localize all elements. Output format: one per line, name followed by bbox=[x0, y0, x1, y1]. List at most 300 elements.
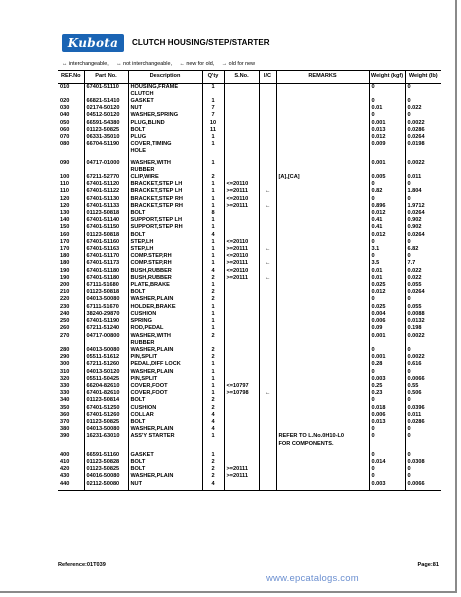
cell-weight-kgf: 0 bbox=[369, 347, 405, 354]
cell-interchange bbox=[259, 466, 276, 473]
cell-ref-no: 330 bbox=[60, 390, 70, 397]
cell-part-no: 67401-51260 bbox=[84, 412, 128, 419]
cell-ref-no: 210 bbox=[60, 289, 70, 296]
cell-weight-lb: 0.0066 bbox=[405, 481, 441, 491]
table-row bbox=[58, 390, 441, 397]
col-part-no: Part No. bbox=[84, 71, 128, 84]
cell-serial-no bbox=[224, 419, 259, 426]
table-row bbox=[58, 232, 441, 239]
table-row bbox=[58, 120, 441, 127]
cell-weight-kgf: 0 bbox=[369, 83, 405, 91]
cell-weight-kgf: 0.28 bbox=[369, 361, 405, 368]
cell-description: PEDAL,DIFF LOCK bbox=[128, 361, 202, 368]
cell-serial-no: <=20110 bbox=[224, 239, 259, 246]
cell-weight-lb: 0 bbox=[405, 433, 441, 440]
table-row bbox=[58, 452, 441, 459]
cell-serial-no bbox=[224, 127, 259, 134]
cell-weight-lb: 0.0286 bbox=[405, 127, 441, 134]
cell-quantity bbox=[202, 167, 224, 174]
cell-quantity: 4 bbox=[202, 232, 224, 239]
cell-description: WASHER,PLAIN bbox=[128, 426, 202, 433]
cell-weight-kgf bbox=[369, 441, 405, 448]
cell-serial-no bbox=[224, 426, 259, 433]
cell-quantity: 1 bbox=[202, 160, 224, 167]
table-row bbox=[58, 318, 441, 325]
cell-ref-no: 170 bbox=[60, 238, 70, 245]
cell-ref-no: 350 bbox=[60, 404, 70, 411]
cell-description: CUSHION bbox=[128, 405, 202, 412]
cell-part-no: 67401-51173 bbox=[84, 260, 128, 267]
cell-interchange bbox=[259, 160, 276, 167]
cell-description: BOLT bbox=[128, 232, 202, 239]
cell-part-no: 67111-51680 bbox=[84, 282, 128, 289]
cell-ref-no: 280 bbox=[60, 346, 70, 353]
cell-remarks bbox=[276, 141, 369, 148]
cell-weight-lb: 0 bbox=[405, 196, 441, 203]
cell-remarks bbox=[276, 481, 369, 491]
table-row bbox=[58, 217, 441, 224]
cell-weight-kgf: 0 bbox=[369, 181, 405, 188]
cell-weight-lb: 1.9712 bbox=[405, 203, 441, 210]
cell-ref-no: 010 bbox=[60, 83, 70, 90]
cell-weight-lb bbox=[405, 340, 441, 347]
cell-weight-lb: 6.82 bbox=[405, 246, 441, 253]
cell-remarks bbox=[276, 426, 369, 433]
cell-weight-kgf: 0 bbox=[369, 112, 405, 119]
col-description: Description bbox=[128, 71, 202, 84]
cell-weight-lb: 0.055 bbox=[405, 282, 441, 289]
table-row bbox=[58, 224, 441, 231]
cell-interchange bbox=[259, 433, 276, 440]
cell-ref-no: 300 bbox=[60, 361, 70, 368]
cell-description: GASKET bbox=[128, 98, 202, 105]
cell-weight-lb: 0 bbox=[405, 473, 441, 480]
cell-serial-no bbox=[224, 347, 259, 354]
cell-serial-no: <=20110 bbox=[224, 181, 259, 188]
cell-remarks bbox=[276, 268, 369, 275]
cell-weight-kgf: 0.01 bbox=[369, 275, 405, 282]
cell-description: BOLT bbox=[128, 289, 202, 296]
table-row bbox=[58, 304, 441, 311]
cell-description: RUBBER bbox=[128, 167, 202, 174]
cell-serial-no bbox=[224, 354, 259, 361]
cell-serial-no bbox=[224, 98, 259, 105]
cell-remarks bbox=[276, 383, 369, 390]
cell-interchange: ← bbox=[259, 203, 276, 210]
cell-interchange: ← bbox=[259, 260, 276, 267]
cell-weight-lb: 0.0022 bbox=[405, 120, 441, 127]
cell-quantity: 1 bbox=[202, 311, 224, 318]
cell-weight-lb bbox=[405, 148, 441, 155]
cell-description: HOLE bbox=[128, 148, 202, 155]
cell-description: SUPPORT,STEP RH bbox=[128, 224, 202, 231]
cell-part-no: 67401-51122 bbox=[84, 188, 128, 195]
cell-interchange: ← bbox=[259, 188, 276, 195]
cell-weight-kgf bbox=[369, 91, 405, 98]
cell-serial-no bbox=[224, 160, 259, 167]
cell-interchange bbox=[259, 112, 276, 119]
cell-part-no: 06331-35010 bbox=[84, 134, 128, 141]
cell-ref-no: 190 bbox=[60, 274, 70, 281]
cell-ref-no: 110 bbox=[60, 181, 70, 188]
cell-weight-kgf: 0 bbox=[369, 397, 405, 404]
cell-quantity: 1 bbox=[202, 369, 224, 376]
cell-weight-lb: 0.902 bbox=[405, 224, 441, 231]
table-row bbox=[58, 340, 441, 347]
cell-interchange bbox=[259, 412, 276, 419]
cell-description: CLUTCH bbox=[128, 91, 202, 98]
cell-weight-lb: 0 bbox=[405, 466, 441, 473]
table-row bbox=[58, 289, 441, 296]
cell-serial-no bbox=[224, 459, 259, 466]
table-row bbox=[58, 296, 441, 303]
cell-quantity: 1 bbox=[202, 98, 224, 105]
table-row bbox=[58, 397, 441, 404]
cell-ref-no: 380 bbox=[60, 426, 70, 433]
cell-weight-lb: 0.0264 bbox=[405, 289, 441, 296]
table-row bbox=[58, 160, 441, 167]
cell-description: SPRING bbox=[128, 318, 202, 325]
cell-description: BRACKET,STEP LH bbox=[128, 188, 202, 195]
table-row bbox=[58, 134, 441, 141]
cell-quantity: 2 bbox=[202, 333, 224, 340]
table-row bbox=[58, 459, 441, 466]
table-row bbox=[58, 426, 441, 433]
cell-serial-no: <=20110 bbox=[224, 253, 259, 260]
cell-interchange: ← bbox=[259, 246, 276, 253]
cell-remarks bbox=[276, 224, 369, 231]
cell-quantity bbox=[202, 441, 224, 448]
cell-serial-no bbox=[224, 112, 259, 119]
col-weight-lb: Weight (lb) bbox=[405, 71, 441, 84]
cell-remarks bbox=[276, 459, 369, 466]
cell-weight-kgf: 0.012 bbox=[369, 134, 405, 141]
parts-table-body bbox=[58, 83, 441, 490]
col-remarks: REMARKS bbox=[276, 71, 369, 84]
cell-quantity: 1 bbox=[202, 217, 224, 224]
cell-description: WASHER,PLAIN bbox=[128, 347, 202, 354]
cell-quantity: 2 bbox=[202, 405, 224, 412]
cell-description: STEP,LH bbox=[128, 246, 202, 253]
cell-quantity: 2 bbox=[202, 296, 224, 303]
table-row bbox=[58, 210, 441, 217]
cell-weight-kgf: 0.005 bbox=[369, 174, 405, 181]
cell-ref-no: 190 bbox=[60, 267, 70, 274]
cell-quantity: 1 bbox=[202, 83, 224, 91]
cell-quantity: 1 bbox=[202, 224, 224, 231]
cell-part-no: 01123-50818 bbox=[84, 232, 128, 239]
cell-serial-no bbox=[224, 224, 259, 231]
cell-remarks bbox=[276, 419, 369, 426]
cell-serial-no bbox=[224, 120, 259, 127]
cell-remarks bbox=[276, 167, 369, 174]
cell-remarks bbox=[276, 120, 369, 127]
cell-quantity: 1 bbox=[202, 452, 224, 459]
cell-interchange bbox=[259, 405, 276, 412]
table-row bbox=[58, 369, 441, 376]
cell-remarks bbox=[276, 210, 369, 217]
cell-description: PLUG,BLIND bbox=[128, 120, 202, 127]
cell-interchange bbox=[259, 224, 276, 231]
cell-weight-kgf: 0.013 bbox=[369, 419, 405, 426]
cell-interchange bbox=[259, 325, 276, 332]
cell-description: PIN,SPLIT bbox=[128, 376, 202, 383]
cell-ref-no: 180 bbox=[60, 260, 70, 267]
cell-weight-lb: 0.616 bbox=[405, 361, 441, 368]
cell-quantity: 1 bbox=[202, 260, 224, 267]
cell-remarks bbox=[276, 333, 369, 340]
cell-interchange bbox=[259, 232, 276, 239]
cell-quantity: 2 bbox=[202, 466, 224, 473]
cell-serial-no bbox=[224, 369, 259, 376]
cell-serial-no bbox=[224, 105, 259, 112]
cell-part-no: 05511-50425 bbox=[84, 376, 128, 383]
cell-remarks bbox=[276, 98, 369, 105]
cell-quantity: 1 bbox=[202, 203, 224, 210]
cell-weight-lb: 0.0022 bbox=[405, 354, 441, 361]
table-row bbox=[58, 148, 441, 155]
cell-weight-kgf: 0 bbox=[369, 426, 405, 433]
cell-description: BUSH,RUBBER bbox=[128, 268, 202, 275]
table-row bbox=[58, 203, 441, 210]
cell-quantity: 8 bbox=[202, 210, 224, 217]
cell-ref-no: 140 bbox=[60, 217, 70, 224]
cell-ref-no: 390 bbox=[60, 433, 70, 440]
cell-weight-kgf: 0.01 bbox=[369, 268, 405, 275]
cell-weight-lb: 0 bbox=[405, 181, 441, 188]
cell-serial-no bbox=[224, 441, 259, 448]
cell-quantity: 2 bbox=[202, 354, 224, 361]
cell-description: BOLT bbox=[128, 419, 202, 426]
cell-description: BRACKET,STEP RH bbox=[128, 203, 202, 210]
page-number: Page:81 bbox=[417, 562, 439, 568]
cell-quantity: 1 bbox=[202, 376, 224, 383]
cell-part-no bbox=[84, 167, 128, 174]
cell-ref-no: 100 bbox=[60, 174, 70, 181]
cell-ref-no bbox=[58, 167, 84, 174]
cell-weight-kgf: 0.025 bbox=[369, 304, 405, 311]
cell-weight-lb: 0.198 bbox=[405, 325, 441, 332]
cell-serial-no: >=20111 bbox=[224, 203, 259, 210]
cell-weight-lb: 0.011 bbox=[405, 412, 441, 419]
cell-serial-no: <=10797 bbox=[224, 383, 259, 390]
cell-serial-no bbox=[224, 141, 259, 148]
table-row bbox=[58, 253, 441, 260]
cell-weight-kgf: 0 bbox=[369, 239, 405, 246]
cell-ref-no: 320 bbox=[60, 375, 70, 382]
cell-part-no: 67401-51250 bbox=[84, 405, 128, 412]
cell-part-no: 01123-50825 bbox=[84, 419, 128, 426]
cell-part-no: 67211-52770 bbox=[84, 174, 128, 181]
cell-weight-kgf: 0.018 bbox=[369, 405, 405, 412]
cell-ref-no: 030 bbox=[60, 105, 70, 112]
cell-weight-kgf: 0.013 bbox=[369, 127, 405, 134]
cell-interchange bbox=[259, 134, 276, 141]
cell-remarks bbox=[276, 196, 369, 203]
cell-weight-lb: 0.022 bbox=[405, 105, 441, 112]
cell-description bbox=[128, 441, 202, 448]
cell-weight-lb: 0.0088 bbox=[405, 311, 441, 318]
kubota-logo: Kubota bbox=[62, 34, 124, 52]
cell-part-no: 05511-51612 bbox=[84, 354, 128, 361]
cell-quantity: 1 bbox=[202, 181, 224, 188]
cell-quantity: 4 bbox=[202, 481, 224, 491]
cell-weight-kgf: 0.001 bbox=[369, 333, 405, 340]
cell-weight-kgf bbox=[369, 167, 405, 174]
cell-ref-no: 220 bbox=[60, 296, 70, 303]
cell-interchange bbox=[259, 459, 276, 466]
cell-remarks bbox=[276, 275, 369, 282]
cell-weight-kgf: 0 bbox=[369, 98, 405, 105]
cell-weight-kgf: 0 bbox=[369, 433, 405, 440]
cell-part-no: 38240-29870 bbox=[84, 311, 128, 318]
cell-serial-no bbox=[224, 361, 259, 368]
table-row bbox=[58, 141, 441, 148]
cell-remarks bbox=[276, 466, 369, 473]
cell-ref-no: 060 bbox=[60, 126, 70, 133]
cell-interchange bbox=[259, 441, 276, 448]
cell-serial-no bbox=[224, 412, 259, 419]
cell-quantity bbox=[202, 91, 224, 98]
cell-quantity bbox=[202, 340, 224, 347]
cell-interchange bbox=[259, 452, 276, 459]
cell-weight-lb: 0 bbox=[405, 253, 441, 260]
cell-weight-lb bbox=[405, 167, 441, 174]
cell-interchange bbox=[259, 210, 276, 217]
cell-remarks bbox=[276, 304, 369, 311]
cell-quantity: 1 bbox=[202, 188, 224, 195]
cell-part-no: 67401-51190 bbox=[84, 318, 128, 325]
table-row bbox=[58, 260, 441, 267]
cell-part-no: 66591-54380 bbox=[84, 120, 128, 127]
cell-description: STEP,LH bbox=[128, 239, 202, 246]
cell-serial-no: <=20110 bbox=[224, 196, 259, 203]
cell-part-no bbox=[84, 340, 128, 347]
cell-interchange bbox=[259, 473, 276, 480]
cell-remarks bbox=[276, 148, 369, 155]
cell-remarks bbox=[276, 452, 369, 459]
cell-part-no: 67401-51150 bbox=[84, 224, 128, 231]
cell-interchange bbox=[259, 376, 276, 383]
table-row bbox=[58, 239, 441, 246]
cell-part-no: 01123-50828 bbox=[84, 459, 128, 466]
cell-weight-kgf: 0 bbox=[369, 473, 405, 480]
cell-ref-no: 080 bbox=[60, 141, 70, 148]
cell-weight-lb: 1.804 bbox=[405, 188, 441, 195]
cell-weight-lb: 0.0022 bbox=[405, 333, 441, 340]
cell-part-no: 02174-50120 bbox=[84, 105, 128, 112]
cell-ref-no: 070 bbox=[60, 134, 70, 141]
cell-quantity: 4 bbox=[202, 412, 224, 419]
cell-part-no: 01123-50818 bbox=[84, 210, 128, 217]
cell-weight-lb: 0 bbox=[405, 83, 441, 91]
cell-remarks bbox=[276, 188, 369, 195]
legend-new-for-old: ← new for old, bbox=[179, 61, 215, 67]
cell-ref-no: 340 bbox=[60, 397, 70, 404]
legend-old-for-new: → old for new bbox=[221, 61, 256, 67]
cell-ref-no: 250 bbox=[60, 318, 70, 325]
cell-serial-no bbox=[224, 174, 259, 181]
table-row bbox=[58, 383, 441, 390]
cell-ref-no: 120 bbox=[60, 202, 70, 209]
cell-quantity: 1 bbox=[202, 282, 224, 289]
cell-remarks bbox=[276, 325, 369, 332]
cell-part-no bbox=[84, 148, 128, 155]
cell-ref-no: 270 bbox=[60, 332, 70, 339]
cell-ref-no: 200 bbox=[60, 282, 70, 289]
table-header-row bbox=[58, 71, 441, 84]
cell-description: WASHER,PLAIN bbox=[128, 296, 202, 303]
cell-ref-no: 120 bbox=[60, 195, 70, 202]
cell-weight-kgf: 0.896 bbox=[369, 203, 405, 210]
cell-interchange bbox=[259, 340, 276, 347]
cell-weight-kgf: 0.003 bbox=[369, 376, 405, 383]
cell-description: WASHER,PLAIN bbox=[128, 473, 202, 480]
watermark: www.epcatalogs.com bbox=[266, 573, 359, 584]
cell-description: HOUSING,FRAME bbox=[128, 83, 202, 91]
cell-part-no: 01123-50825 bbox=[84, 466, 128, 473]
cell-quantity: 1 bbox=[202, 390, 224, 397]
cell-description: BRACKET,STEP RH bbox=[128, 196, 202, 203]
table-row bbox=[58, 167, 441, 174]
cell-interchange bbox=[259, 181, 276, 188]
cell-part-no: 67401-82610 bbox=[84, 390, 128, 397]
cell-weight-kgf: 0.012 bbox=[369, 289, 405, 296]
cell-interchange bbox=[259, 289, 276, 296]
cell-description: COVER,FOOT bbox=[128, 390, 202, 397]
cell-serial-no bbox=[224, 134, 259, 141]
table-row bbox=[58, 282, 441, 289]
cell-ref-no: 370 bbox=[60, 418, 70, 425]
cell-serial-no bbox=[224, 282, 259, 289]
cell-weight-lb: 0.506 bbox=[405, 390, 441, 397]
cell-serial-no bbox=[224, 167, 259, 174]
cell-remarks bbox=[276, 112, 369, 119]
cell-remarks bbox=[276, 239, 369, 246]
cell-weight-lb: 0 bbox=[405, 239, 441, 246]
cell-quantity: 1 bbox=[202, 253, 224, 260]
cell-quantity: 1 bbox=[202, 134, 224, 141]
cell-part-no bbox=[84, 91, 128, 98]
col-serial-no: S.No. bbox=[224, 71, 259, 84]
cell-ref-no: 170 bbox=[60, 246, 70, 253]
legend-not-interchangeable: ↔ not interchangeable, bbox=[116, 61, 172, 67]
table-row bbox=[58, 196, 441, 203]
cell-serial-no: >=20111 bbox=[224, 466, 259, 473]
cell-remarks bbox=[276, 473, 369, 480]
cell-description: COVER,TIMING bbox=[128, 141, 202, 148]
cell-interchange bbox=[259, 397, 276, 404]
cell-interchange bbox=[259, 148, 276, 155]
cell-remarks bbox=[276, 347, 369, 354]
cell-interchange bbox=[259, 354, 276, 361]
cell-quantity: 11 bbox=[202, 127, 224, 134]
cell-weight-lb: 0.0132 bbox=[405, 318, 441, 325]
cell-part-no: 67111-51670 bbox=[84, 304, 128, 311]
cell-interchange bbox=[259, 419, 276, 426]
cell-weight-kgf: 0.006 bbox=[369, 412, 405, 419]
cell-description: ASS'Y STARTER bbox=[128, 433, 202, 440]
cell-interchange bbox=[259, 481, 276, 491]
cell-weight-lb: 0 bbox=[405, 452, 441, 459]
table-row bbox=[58, 333, 441, 340]
cell-weight-lb: 0.0264 bbox=[405, 134, 441, 141]
cell-quantity: 2 bbox=[202, 397, 224, 404]
cell-part-no: 04512-50120 bbox=[84, 112, 128, 119]
cell-interchange bbox=[259, 217, 276, 224]
cell-serial-no bbox=[224, 405, 259, 412]
cell-weight-kgf: 0 bbox=[369, 196, 405, 203]
